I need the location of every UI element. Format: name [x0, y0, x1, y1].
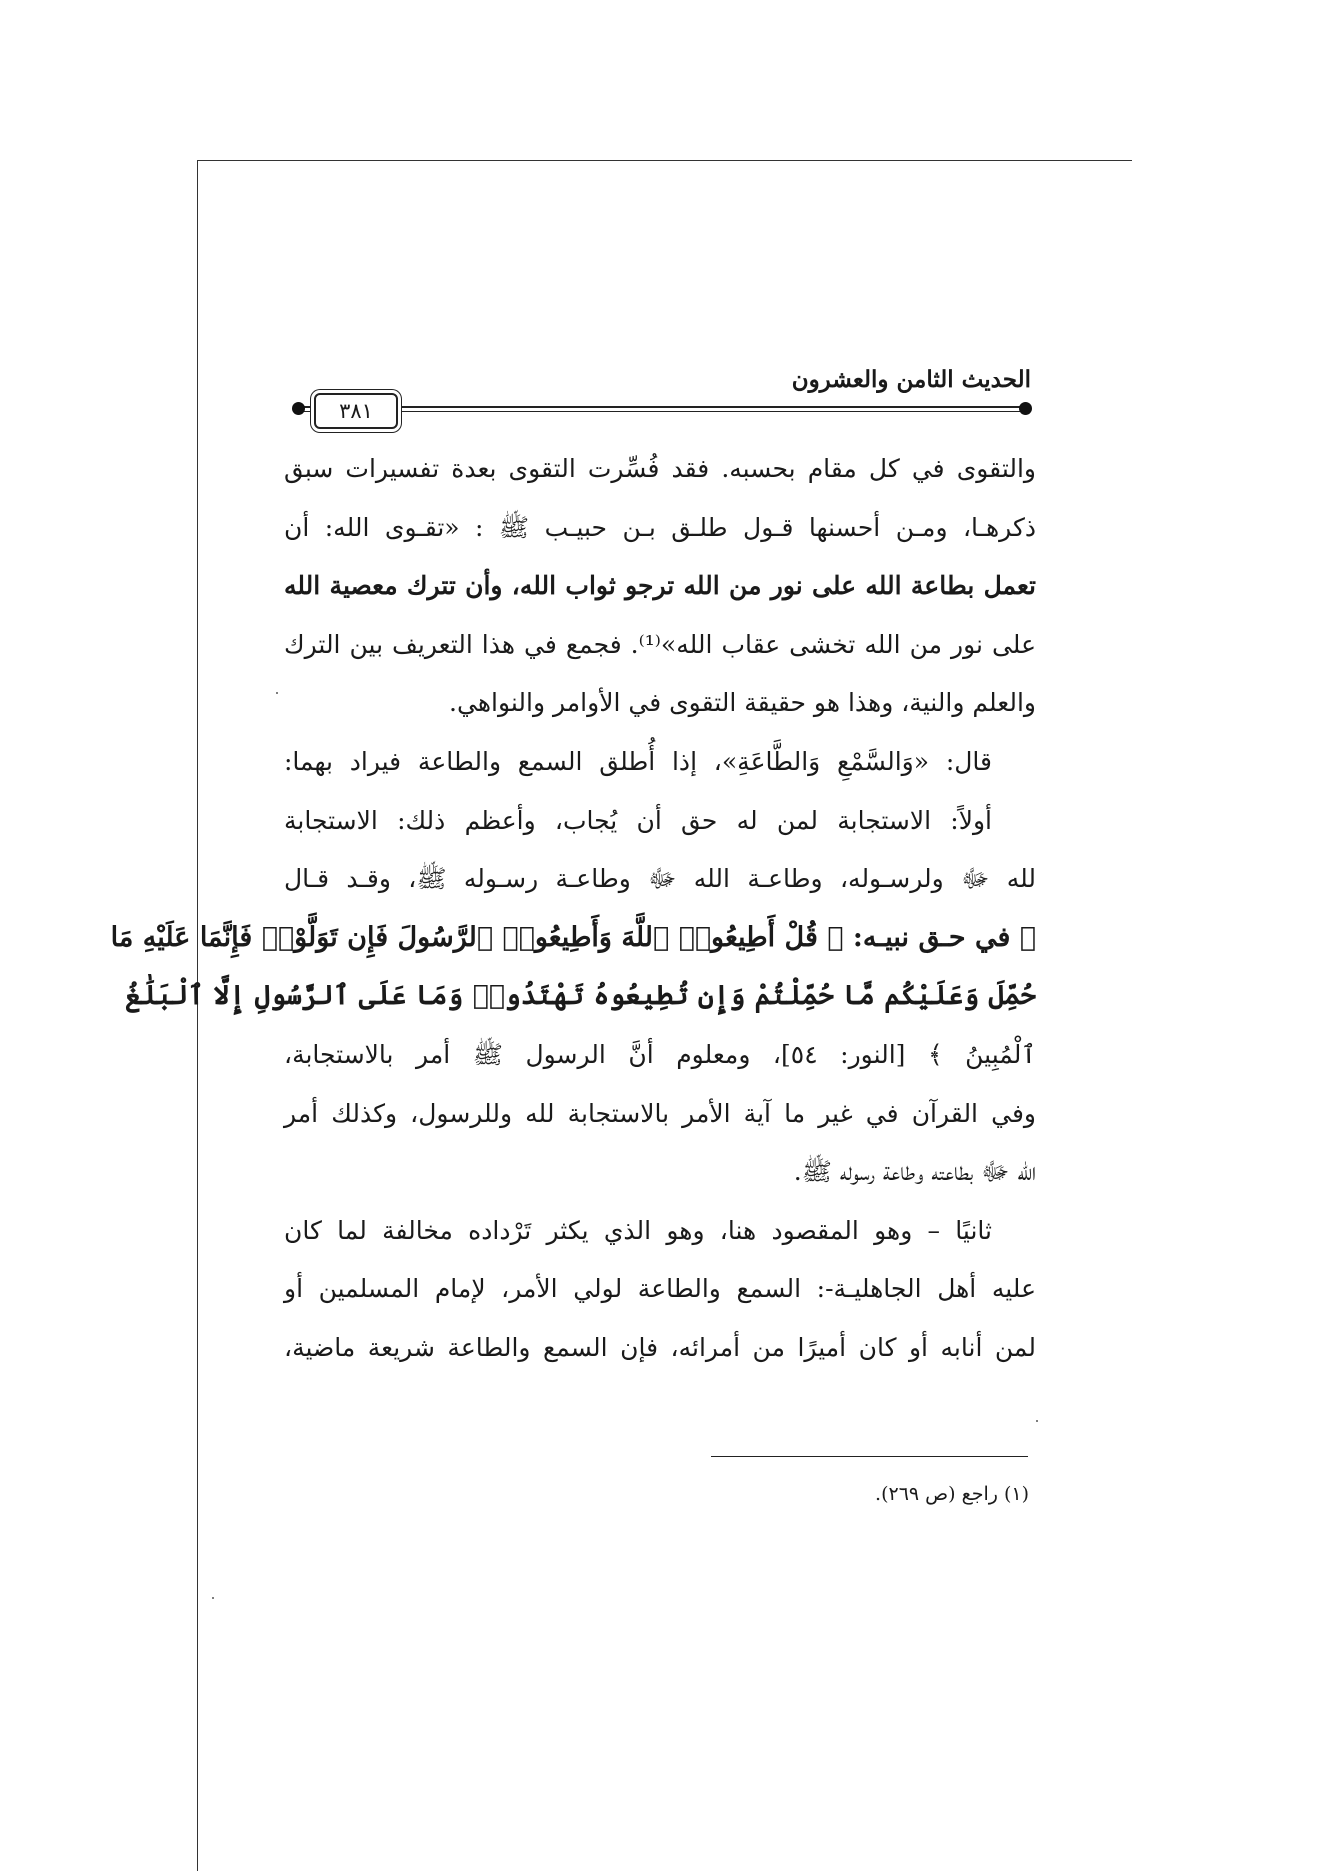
- page-frame-top: [197, 160, 1132, 161]
- body-line: لله ﷻ ولرسـوله، وطاعـة الله ﷻ وطاعـة رسـوله ﷺ، وقـد قـال: [284, 864, 1036, 894]
- page-number: ٣٨١: [339, 399, 373, 423]
- scan-speck: [276, 692, 278, 694]
- quran-verse-line: ﷻ في حـق نبيـه: ﴿ قُلْ أَطِيعُوا۟ ٱللَّهَ وَأَطِيعُوا۟ ٱلرَّسُولَ فَإِن تَوَلَّوْا۟ فَإِنَّمَا عَلَيْهِ مَا: [110, 921, 1036, 953]
- quran-verse-line: حُمِّلَ وَعَلَيْكُم مَّا حُمِّلْتُمْ وَإِن تُطِيعُوهُ تَهْتَدُوا۟ وَمَا عَلَى ٱلرَّسُولِ إِلَّا ٱلْبَلَٰغُ: [125, 980, 1036, 1012]
- body-line: والتقوى في كل مقام بحسبه. فقد فُسِّرت التقوى بعدة تفسيرات سبق: [284, 454, 1036, 483]
- header-rule: [300, 406, 1022, 408]
- body-line: ثانيًا – وهو المقصود هنا، وهو الذي يكثر تَرْداده مخالفة لما كان: [284, 1215, 992, 1245]
- scan-speck: [212, 1597, 214, 1599]
- body-line: لمن أنابه أو كان أميرًا من أمرائه، فإن السمع والطاعة شريعة ماضية،: [284, 1332, 1036, 1362]
- body-line: ذكرهـا، ومـن أحسنها قـول طلـق بـن حبيـب ﷺ : «تقـوى الله: أن: [284, 512, 1036, 542]
- body-line: عليه أهل الجاهليـة-: السمع والطاعة لولي الأمر، لإمام المسلمين أو: [284, 1274, 1036, 1304]
- scan-speck: [1036, 1420, 1038, 1422]
- body-line: قال: «وَالسَّمْعِ وَالطَّاعَةِ»، إذا أُطلق السمع والطاعة فيراد بهما:: [284, 746, 992, 776]
- footnote-separator: [711, 1456, 1028, 1457]
- body-line: ٱلْمُبِينُ ﴾ [النور: ٥٤]، ومعلوم أنَّ الرسول ﷺ أمر بالاستجابة،: [284, 1039, 1036, 1069]
- running-header-title: الحديث الثامن والعشرون: [791, 366, 1031, 393]
- body-line: وفي القرآن في غير ما آية الأمر بالاستجابة لله وللرسول، وكذلك أمر: [284, 1098, 1036, 1128]
- body-line: والعلم والنية، وهذا هو حقيقة التقوى في الأوامر والنواهي.: [449, 688, 1036, 718]
- rule-end-dot-right: [1019, 402, 1032, 415]
- footnote: (١) راجع (ص ٢٦٩).: [875, 1483, 1029, 1505]
- body-line: على نور من الله تخشى عقاب الله»⁽¹⁾. فجمع في هذا التعريف بين الترك: [284, 629, 1036, 659]
- body-line: تعمل بطاعة الله على نور من الله ترجو ثواب الله، وأن تترك معصية الله: [284, 571, 1036, 601]
- body-line: أولاً: الاستجابة لمن له حق أن يُجاب، وأعظم ذلك: الاستجابة: [284, 805, 992, 835]
- header-rule-thin: [300, 411, 1022, 412]
- page-number-frame: [314, 393, 398, 429]
- body-text: [110, 440, 1036, 1378]
- rule-end-dot-left: [292, 402, 305, 415]
- body-line: الله ﷻ بطاعته وطاعة رسوله ﷺ.: [793, 1157, 1036, 1187]
